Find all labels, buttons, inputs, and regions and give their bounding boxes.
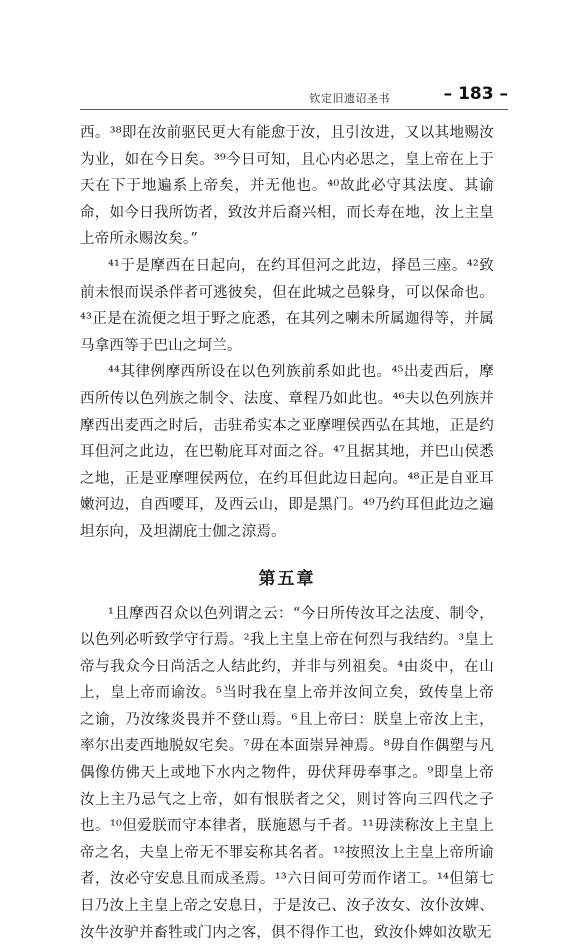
- page-number: – 183 –: [444, 84, 508, 104]
- page-body: [80, 120, 494, 946]
- paragraph-verses-38-40: 西。³⁸即在汝前驱民更大有能愈于汝，且引汝进，又以其地赐汝为业，如在今日矣。³⁹今日可知，且心内必思之，皇上帝在上于天在下于地遍系上帝矣，并无他也。⁴⁰故此必守其法度、其谕命，如今日我所饬者，致汝并后裔兴相，而长寿在地，汝上主皇上帝所永赐汝矣。”: [80, 120, 494, 253]
- chapter-five-paragraph: ¹且摩西召众以色列谓之云：“今日所传汝耳之法度、制令，以色列必听致学守行焉。²我上主皇上帝在何烈与我结约。³皇上帝与我众今日尚活之人结此约，并非与列祖矣。⁴由炎中，在山上，皇上帝而谕汝。⁵当时我在皇上帝并汝间立矣，致传皇上帝之谕，乃汝缘炎畏并不登山焉。⁶且上帝曰：朕皇上帝汝上主，率尔出麦西地脱奴宅矣。⁷毋在本面崇异神焉。⁸毋自作偶塑与凡偶像仿佛天上或地下水内之物件，毋伏拜毋奉事之。⁹即皇上帝汝上主乃忌气之上帝，如有恨朕者之父，则讨答向三四代之子也。¹⁰但爱朕而守本律者，朕施恩与千者。¹¹毋渎称汝上主皇上帝之名，夫皇上帝无不罪妄称其名者。¹²按照汝上主皇上帝所谕者，汝必守安息且而成圣焉。¹³六日间可劳而作诸工。¹⁴但第七日乃汝上主皇上帝之安息日，于是汝己、汝子汝女、汝仆汝婢、汝牛汝驴并畜牲或门内之客，俱不得作工也，致汝仆婢如汝歇无: [80, 601, 494, 946]
- running-header: [80, 84, 508, 108]
- paragraph-verses-44-49: ⁴⁴其律例摩西所设在以色列族前系如此也。⁴⁵出麦西后，摩西所传以色列族之制令、法度、章程乃如此也。⁴⁶夫以色列族并摩西出麦西之时后，击驻希实本之亚摩哩侯西弘在其地，正是约耳但河之此边，在巴勒庇耳对面之谷。⁴⁷且据其地，并巴山侯悉之地，正是亚摩哩侯两位，在约耳但此边日起向。⁴⁸正是自亚耳嫩河边，自西喓耳，及西云山，即是黑门。⁴⁹乃约耳但此边之遍坦东向，及坦湖庇士伽之涼焉。: [80, 359, 494, 545]
- header-rule: [80, 109, 508, 110]
- paragraph-verses-41-43: ⁴¹于是摩西在日起向，在约耳但河之此边，择邑三座。⁴²致前未恨而误杀伴者可逃彼矣，但在此城之邑躲身，可以保命也。⁴³正是在流便之坦于野之庇悉，在其列之喇未所属迦得等，并属马拿西等于巴山之坷兰。: [80, 253, 494, 359]
- book-title: 钦定旧遗诏圣书: [310, 90, 391, 106]
- chapter-heading: 第五章: [80, 564, 494, 589]
